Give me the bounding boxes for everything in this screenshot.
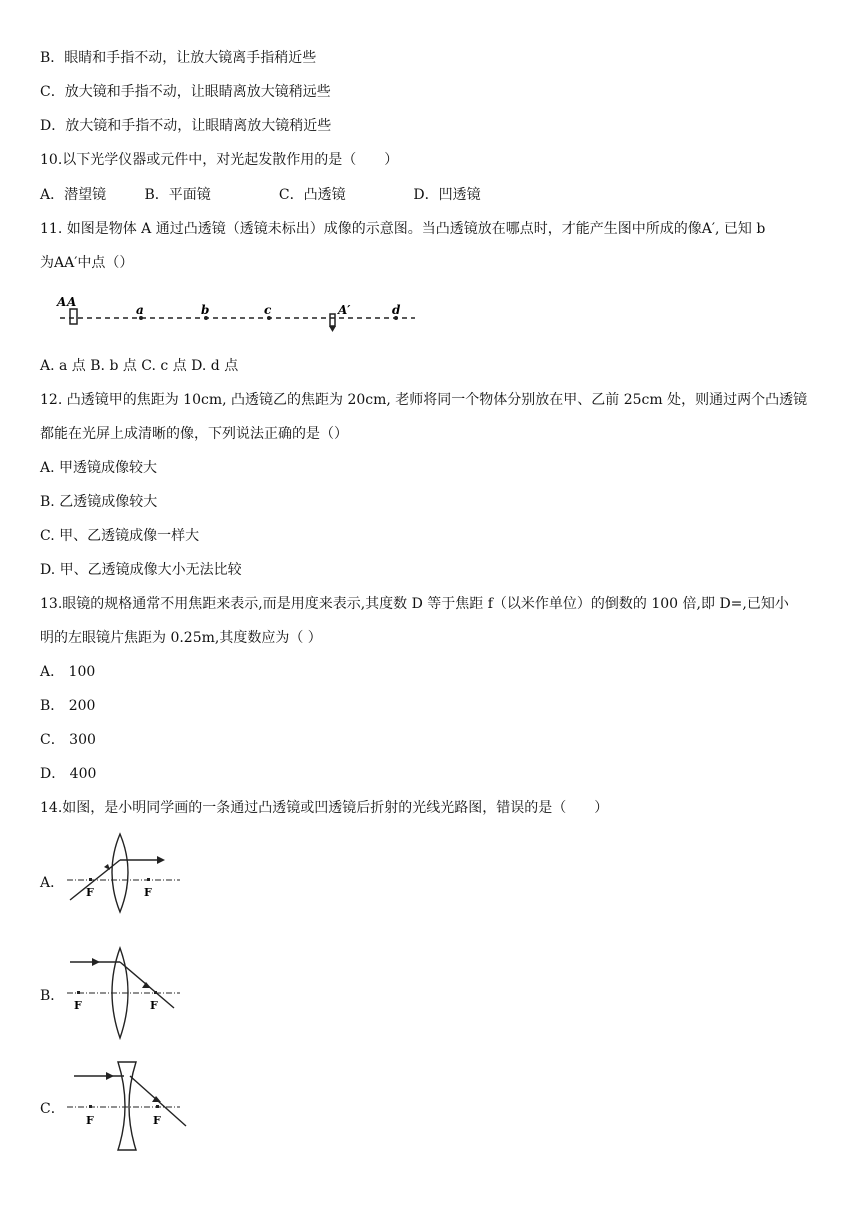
q14-figure-c — [62, 1058, 192, 1158]
fig11-label-a2: A — [67, 295, 77, 309]
q14-option-c-label: C． — [40, 1101, 65, 1117]
q10-option-a: A．潜望镜 — [40, 187, 107, 203]
q12-option-d: D. 甲、乙透镜成像大小无法比较 — [40, 562, 242, 578]
q13-option-a: A． 100 — [40, 664, 96, 680]
q10-options — [40, 185, 481, 205]
q12-stem-line2: 都能在光屏上成清晰的像，下列说法正确的是（） — [40, 426, 348, 442]
q11-options: A. a 点 B. b 点 C. c 点 D. d 点 — [40, 358, 239, 374]
q13-option-b: B． 200 — [40, 698, 96, 714]
fig11-label-image: A′ — [338, 303, 351, 317]
fig14c-focus-right: F — [153, 1114, 161, 1127]
q13-stem-line2: 明的左眼镜片焦距为 0.25m,其度数应为（ ） — [40, 630, 322, 646]
fig14b-focus-left: F — [74, 999, 82, 1012]
q11-stem-line1: 11. 如图是物体 A 通过凸透镜（透镜未标出）成像的示意图。当凸透镜放在哪点时，才能产生图中所成的像A′, 已知 b — [40, 221, 766, 237]
q12-option-b: B. 乙透镜成像较大 — [40, 494, 158, 510]
q9-option-d: D．放大镜和手指不动，让眼睛离放大镜稍近些 — [40, 118, 332, 134]
q13-stem-line1: 13.眼镜的规格通常不用焦距来表示,而是用度来表示,其度数 D 等于焦距 f（以米作单位）的倒数的 100 倍,即 D=,已知小 — [40, 596, 789, 612]
q14-option-a-label: A． — [40, 875, 65, 891]
q9-option-b: B．眼睛和手指不动，让放大镜离手指稍近些 — [40, 50, 317, 66]
q12-option-c: C. 甲、乙透镜成像一样大 — [40, 528, 200, 544]
fig11-label-point-a: a — [136, 303, 144, 317]
q10-option-b: B．平面镜 — [144, 187, 211, 203]
fig11-label-a1: A — [57, 295, 67, 309]
q10-option-d: D．凹透镜 — [413, 187, 481, 203]
q11-stem-line2: 为AA′中点（） — [40, 255, 134, 271]
q10-option-c: C．凸透镜 — [278, 187, 346, 203]
fig14b-focus-right: F — [150, 999, 158, 1012]
fig14c-focus-left: F — [86, 1114, 94, 1127]
fig11-label-point-b: b — [201, 303, 210, 317]
q12-option-a: A. 甲透镜成像较大 — [40, 460, 158, 476]
q9-option-c: C．放大镜和手指不动，让眼睛离放大镜稍远些 — [40, 84, 331, 100]
fig11-label-point-d: d — [392, 303, 401, 317]
q14-figure-b — [62, 942, 187, 1042]
fig11-label-point-c: c — [264, 303, 272, 317]
q14-stem: 14.如图，是小明同学画的一条通过凸透镜或凹透镜后折射的光线光路图，错误的是（ ） — [40, 800, 609, 816]
q13-option-c: C． 300 — [40, 732, 96, 748]
q11-figure — [55, 292, 425, 334]
q14-option-b-label: B． — [40, 988, 65, 1004]
fig14a-focus-left: F — [86, 886, 94, 899]
q13-option-d: D． 400 — [40, 766, 97, 782]
fig14a-focus-right: F — [144, 886, 152, 899]
q10-stem: 10.以下光学仪器或元件中，对光起发散作用的是（ ） — [40, 152, 399, 168]
q14-figure-a — [62, 830, 187, 915]
q12-stem-line1: 12. 凸透镜甲的焦距为 10cm, 凸透镜乙的焦距为 20cm, 老师将同一个物体分别放在甲、乙前 25cm 处，则通过两个凸透镜 — [40, 392, 808, 408]
